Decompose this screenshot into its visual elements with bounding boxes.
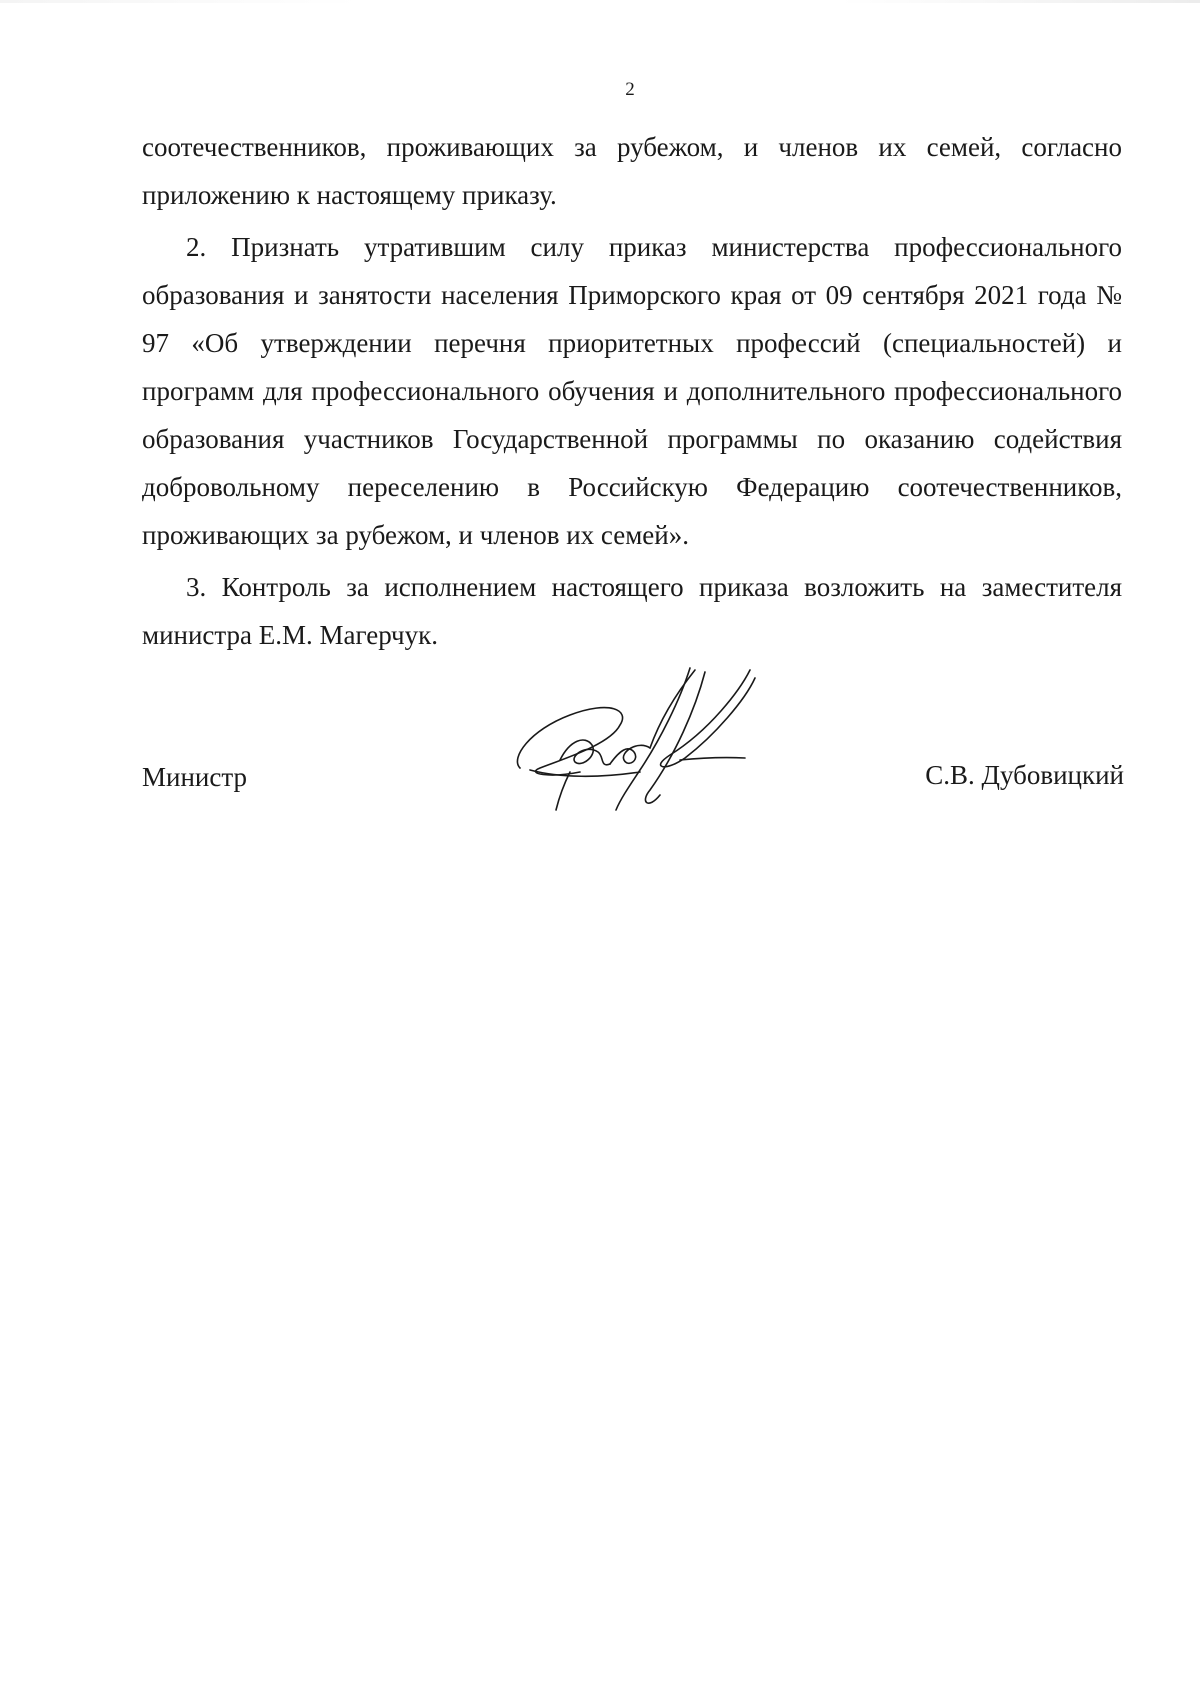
- document-body: [142, 123, 1122, 659]
- paragraph-item-3: 3. Контроль за исполнением настоящего приказа возложить на заместителя министра Е.М. Магерчук.: [142, 571, 1122, 650]
- signatory-name: С.В. Дубовицкий: [925, 760, 1124, 790]
- paragraph-item-2: 2. Признать утратившим силу приказ министерства профессионального образования и занятости населения Приморского края от 09 сентября 2021 года № 97 «Об утверждении перечня приоритетных профессий (специальностей) и программ для профессионального обучения и дополнительного профессионального образования участников Государственной программы по оказанию содействия добровольному переселению в Российскую Федерацию соотечественников, проживающих за рубежом, и членов их семей».: [142, 231, 1122, 550]
- page-number: 2: [625, 79, 635, 100]
- handwritten-signature: [500, 660, 800, 830]
- scan-edge: [0, 0, 1200, 3]
- paragraph-continuation: соотечественников, проживающих за рубежом, и членов их семей, согласно приложению к настоящему приказу.: [142, 131, 1122, 210]
- signatory-role: Министр: [142, 762, 247, 792]
